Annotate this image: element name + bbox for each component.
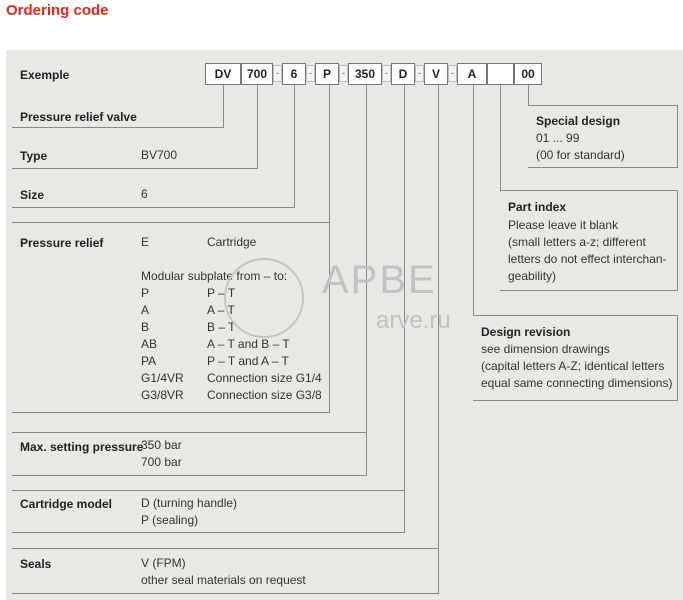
code-box-size: 6 bbox=[282, 63, 306, 85]
code-dash: - bbox=[448, 65, 457, 82]
seals-line2: other seal materials on request bbox=[141, 573, 306, 587]
relief-row-desc: Connection size G1/4 bbox=[207, 371, 322, 385]
cartridge-label: Cartridge model bbox=[20, 497, 113, 511]
type-label: Type bbox=[20, 149, 48, 163]
connector-line bbox=[294, 85, 295, 180]
relief-desc: Cartridge bbox=[207, 235, 257, 249]
pressure-line2: 700 bar bbox=[141, 455, 182, 469]
size-box bbox=[12, 180, 295, 208]
prv-label: Pressure relief valve bbox=[20, 110, 137, 124]
part-index-line: letters do not effect interchan- bbox=[508, 252, 667, 266]
cartridge-line2: P (sealing) bbox=[141, 513, 199, 527]
connector-line bbox=[500, 85, 501, 190]
relief-label: Pressure relief bbox=[20, 236, 104, 250]
pressure-line1: 350 bar bbox=[141, 438, 182, 452]
special-line2: (00 for standard) bbox=[536, 148, 625, 162]
section-title: Ordering code bbox=[6, 2, 109, 19]
code-dash: - bbox=[382, 65, 391, 82]
modular-heading: Modular subplate from – to: bbox=[141, 269, 288, 283]
relief-row-code: PA bbox=[141, 354, 157, 368]
relief-row-desc: A – T and B – T bbox=[207, 337, 290, 351]
watermark-logo-icon bbox=[224, 258, 304, 338]
relief-row-desc: A – T bbox=[207, 303, 235, 317]
example-label: Exemple bbox=[20, 68, 70, 82]
relief-row-code: AB bbox=[141, 337, 158, 351]
code-box-700: 700 bbox=[241, 63, 273, 85]
relief-row-desc: B – T bbox=[207, 320, 236, 334]
relief-row-desc: P – T and A – T bbox=[207, 354, 289, 368]
revision-line: (capital letters A-Z; identical letters bbox=[481, 359, 665, 373]
seals-label: Seals bbox=[20, 557, 52, 571]
type-box bbox=[12, 140, 258, 169]
revision-line: see dimension drawings bbox=[481, 342, 610, 356]
code-dash: - bbox=[339, 65, 348, 82]
watermark-site: arve.ru bbox=[376, 307, 451, 334]
part-index-label: Part index bbox=[508, 200, 567, 214]
code-dash: - bbox=[415, 65, 424, 82]
relief-code: E bbox=[141, 235, 150, 249]
code-box-special: 00 bbox=[514, 63, 542, 85]
revision-label: Design revision bbox=[481, 325, 571, 339]
relief-row-code: B bbox=[141, 320, 150, 334]
size-label: Size bbox=[20, 188, 45, 202]
relief-row-code: G3/8VR bbox=[141, 388, 184, 402]
type-value: BV700 bbox=[141, 148, 178, 162]
relief-row-desc: P – T bbox=[207, 286, 236, 300]
cartridge-line1: D (turning handle) bbox=[141, 496, 238, 510]
special-label: Special design bbox=[536, 114, 621, 128]
code-box-relief: P bbox=[315, 63, 339, 85]
relief-row-desc: Connection size G3/8 bbox=[207, 388, 322, 402]
size-value: 6 bbox=[141, 187, 148, 201]
code-box-revision: A bbox=[457, 63, 487, 85]
connector-line bbox=[223, 85, 224, 100]
pressure-box bbox=[12, 432, 367, 476]
relief-row-code: A bbox=[141, 303, 150, 317]
watermark-brand: APBE bbox=[322, 258, 437, 302]
seals-line1: V (FPM) bbox=[141, 556, 186, 570]
code-box-part-index bbox=[487, 63, 514, 85]
relief-row-code: P bbox=[141, 286, 150, 300]
relief-row-code: G1/4VR bbox=[141, 371, 184, 385]
special-line1: 01 ... 99 bbox=[536, 131, 580, 145]
pressure-label: Max. setting pressure bbox=[20, 440, 144, 454]
revision-line: equal same connecting dimensions) bbox=[481, 376, 673, 390]
code-box-seals: V bbox=[424, 63, 448, 85]
code-box-cartridge: D bbox=[391, 63, 415, 85]
connector-line bbox=[528, 85, 529, 105]
code-dash: - bbox=[306, 65, 315, 82]
connector-line bbox=[329, 85, 330, 222]
code-box-pressure: 350 bbox=[348, 63, 382, 85]
code-box-dv: DV bbox=[205, 63, 241, 85]
connector-line bbox=[257, 85, 258, 140]
part-index-line: geability) bbox=[508, 269, 557, 283]
part-index-line: (small letters a-z; different bbox=[508, 235, 646, 249]
code-dash: - bbox=[273, 65, 282, 82]
connector-line bbox=[473, 85, 474, 315]
part-index-line: Please leave it blank bbox=[508, 218, 619, 232]
